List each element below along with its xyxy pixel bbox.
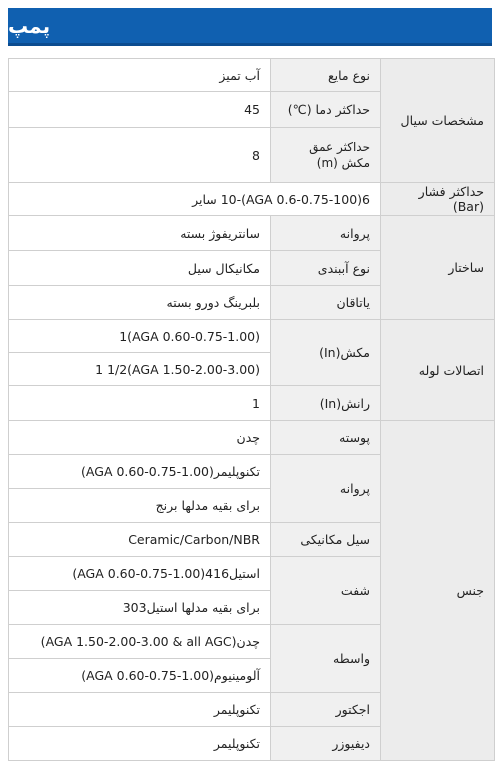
row-label-max-depth: حداکثر عمق مکش (m) [271,128,381,183]
group-fluid: مشخصات سیال [381,59,495,183]
row-value-bearing: بلبرینگ دورو بسته [9,286,271,320]
row-value-suction-2 [9,353,271,386]
row-value-casing: چدن [9,421,271,455]
suction-value-2-text: 1 1/2(AGA 1.50-2.00-3.00) [95,361,260,377]
row-label-adapter: واسطه [271,625,381,693]
row-value-max-depth: 8 [9,128,271,183]
row-label-discharge: رانش(In) [271,386,381,421]
table-row [9,421,495,455]
row-value-material-impeller-1: تکنوپلیمر(AGA 0.60-0.75-1.00) [9,455,271,489]
section-header [8,8,492,46]
row-value-fluid-type: آب تمیز [9,59,271,92]
section-title: پمپ [8,13,51,38]
row-value-ejector: تکنوپلیمر [9,693,271,727]
table-row [9,183,495,216]
row-label-diffuser: دیفیوزر [271,727,381,761]
row-value-suction-1 [9,320,271,353]
spec-table [8,58,495,761]
row-value-shaft-2: برای بقیه مدلها استیل303 [9,591,271,625]
row-label-impeller: پروانه [271,216,381,251]
row-value-max-pressure: 6(AGA 0.6-0.75-100)-10 سایر [9,183,381,216]
row-label-ejector: اجکتور [271,693,381,727]
row-value-mechanical-seal: Ceramic/Carbon/NBR [9,523,271,557]
row-value-diffuser: تکنوپلیمر [9,727,271,761]
row-label-material-impeller: پروانه [271,455,381,523]
row-value-adapter-1: چدن(AGA 1.50-2.00-3.00 & all AGC) [9,625,271,659]
group-structure: ساختار [381,216,495,320]
row-label-mechanical-seal: سیل مکانیکی [271,523,381,557]
row-label-casing: پوسته [271,421,381,455]
row-value-discharge: 1 [9,386,271,421]
row-label-seal-type: نوع آببندی [271,251,381,286]
suction-value-1-text: 1(AGA 0.60-0.75-1.00) [119,328,260,344]
row-value-seal-type: مکانیکال سیل [9,251,271,286]
row-label-max-temp: حداکثر دما (℃) [271,92,381,128]
row-label-bearing: یاتاقان [271,286,381,320]
row-label-fluid-type: نوع مایع [271,59,381,92]
row-value-impeller: سانتریفوژ بسته [9,216,271,251]
row-value-material-impeller-2: برای بقیه مدلها برنج [9,489,271,523]
group-max-pressure: حداکثر فشار (Bar) [381,183,495,216]
group-material: جنس [381,421,495,761]
row-label-suction: مکش(In) [271,320,381,386]
row-value-shaft-1: استیل416(AGA 0.60-0.75-1.00) [9,557,271,591]
row-value-adapter-2: آلومینیوم(AGA 0.60-0.75-1.00) [9,659,271,693]
table-row [9,216,495,251]
row-value-max-temp: 45 [9,92,271,128]
group-pipe: اتصالات لوله [381,320,495,421]
table-row [9,59,495,92]
row-label-shaft: شفت [271,557,381,625]
table-row [9,320,495,353]
